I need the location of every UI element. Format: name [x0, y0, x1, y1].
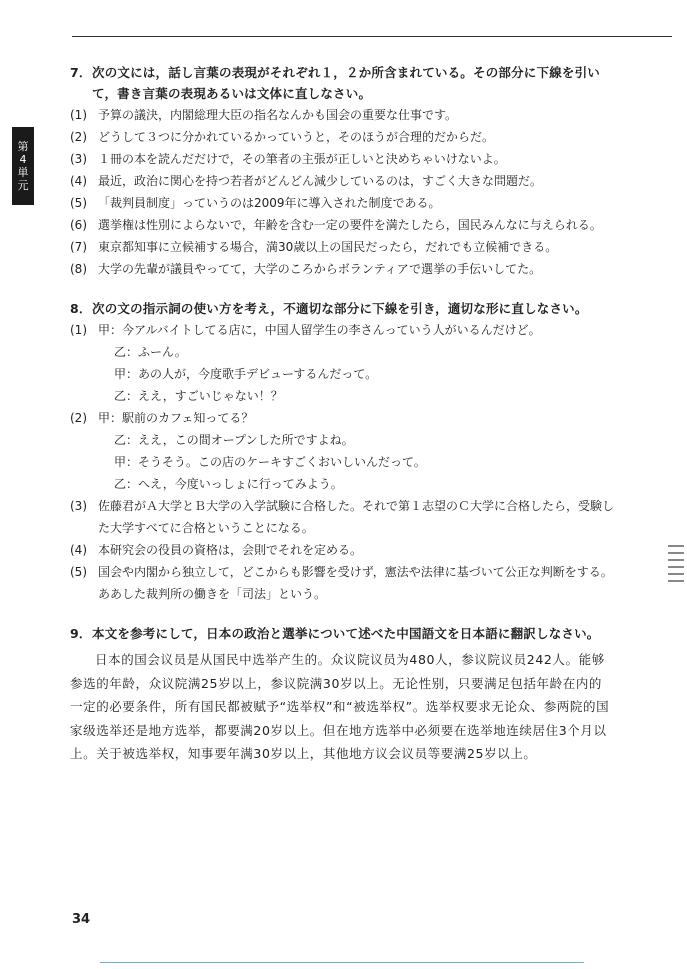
dialogue-line	[70, 407, 615, 429]
dialogue-text: 甲：駅前のカフェ知ってる？	[98, 411, 254, 425]
item-number: (4)	[70, 543, 87, 557]
question-number: 8．	[70, 301, 92, 316]
list-item	[70, 104, 615, 126]
dialogue-line	[70, 319, 615, 341]
page-number: 34	[72, 912, 91, 927]
exercise-content	[70, 62, 615, 766]
list-item	[70, 258, 615, 280]
item-number: (1)	[70, 108, 87, 122]
list-item	[70, 495, 615, 539]
list-item	[70, 214, 615, 236]
item-text: 国会や内閣から独立して，どこからも影響を受けず，憲法や法律に基づいて公正な判断をする。ああした裁判所の働きを「司法」という。	[98, 565, 613, 601]
item-number: (4)	[70, 174, 87, 188]
item-number: (1)	[70, 323, 87, 337]
dialogue-line	[70, 363, 615, 385]
dialogue-line	[70, 385, 615, 407]
dialogue-text: 甲：そうそう。この店のケーキすごくおいしいんだって。	[114, 455, 426, 469]
dialogue-line	[70, 451, 615, 473]
list-item	[70, 561, 615, 605]
list-item	[70, 126, 615, 148]
item-number: (5)	[70, 565, 87, 579]
item-number: (7)	[70, 240, 87, 254]
list-item	[70, 170, 615, 192]
item-text: 本研究会の役員の資格は，会則でそれを定める。	[98, 543, 363, 557]
bottom-rule	[100, 962, 584, 963]
list-item	[70, 236, 615, 258]
question-7-heading	[70, 62, 615, 104]
dialogue-line	[70, 341, 615, 363]
question-9-heading	[70, 623, 615, 644]
question-8-heading	[70, 298, 615, 319]
item-number: (2)	[70, 130, 87, 144]
list-item	[70, 539, 615, 561]
item-text: 選挙権は性別によらないで，年齢を含む一定の要件を満たしたら，国民みんなに与えられる。	[98, 218, 602, 232]
list-item	[70, 148, 615, 170]
item-text: 東京都知事に立候補する場合，満30歳以上の国民だったら，だれでも立候補できる。	[98, 240, 558, 254]
dialogue-text: 乙：ええ，すごいじゃない！？	[114, 389, 283, 403]
item-text: どうして３つに分かれているかっていうと，そのほうが合理的だからだ。	[98, 130, 495, 144]
list-item	[70, 192, 615, 214]
chinese-source-paragraph: 日本的国会议员是从国民中选举产生的。众议院议员为480人，参议院议员242人。能够参选的年龄，众议院满25岁以上，参议院满30岁以上。无论性别，只要满足包括年龄在内的一定的必要条件，所有国民都被赋予“选举权”和“被选举权”。选举权要求无论众、参两院的国家级选举还是地方选举，都要满20岁以上。但在地方选举中必须要在选举地连续居住3个月以上。关于被选举权，知事要年满30岁以上，其他地方议会议员等要满25岁以上。	[70, 652, 610, 761]
top-rule	[72, 36, 672, 37]
item-number: (6)	[70, 218, 87, 232]
item-text: 「裁判員制度」っていうのは2009年に導入された制度である。	[98, 196, 441, 210]
dialogue-line	[70, 429, 615, 451]
item-number: (5)	[70, 196, 87, 210]
item-number: (3)	[70, 152, 87, 166]
question-number: 7．	[70, 65, 92, 80]
question-title: 本文を参考にして，日本の政治と選挙について述べた中国語文を日本語に翻訳しなさい。	[92, 626, 600, 641]
side-tab-char: 単	[17, 166, 29, 179]
dialogue-text: 甲：今アルバイトしてる店に，中国人留学生の李さんっていう人がいるんだけど。	[98, 323, 541, 337]
dialogue-text: 甲：あの人が，今度歌手デビューするんだって。	[114, 367, 378, 381]
question-number: 9．	[70, 626, 92, 641]
item-number: (3)	[70, 499, 87, 513]
side-tab-char: 第	[17, 140, 29, 153]
item-number: (2)	[70, 411, 87, 425]
dialogue-text: 乙：へえ，今度いっしょに行ってみよう。	[114, 477, 343, 491]
dialogue-text: 乙：ふーん。	[114, 345, 187, 359]
side-tab-char: 4	[19, 153, 27, 166]
item-number: (8)	[70, 262, 87, 276]
question-title: 次の文の指示詞の使い方を考え，不適切な部分に下線を引き，適切な形に直しなさい。	[92, 301, 588, 316]
item-text: 最近，政治に関心を持つ若者がどんどん減少しているのは，すごく大きな問題だ。	[98, 174, 543, 188]
dialogue-line	[70, 473, 615, 495]
side-tab-char: 元	[17, 179, 29, 192]
margin-marks	[668, 545, 684, 630]
question-title: 次の文には，話し言葉の表現がそれぞれ１，２か所含まれている。その部分に下線を引いて，書き言葉の表現あるいは文体に直しなさい。	[92, 65, 601, 101]
item-text: １冊の本を読んだだけで，その筆者の主張が正しいと決めちゃいけないよ。	[98, 152, 506, 166]
dialogue-text: 乙：ええ，この間オープンした所ですよね。	[114, 433, 354, 447]
unit-side-tab	[12, 127, 34, 205]
item-text: 大学の先輩が議員やってて，大学のころからボランティアで選挙の手伝いしてた。	[98, 262, 542, 276]
item-text: 予算の議決，内閣総理大臣の指名なんかも国会の重要な仕事です。	[98, 108, 458, 122]
item-text: 佐藤君がＡ大学とＢ大学の入学試験に合格した。それで第１志望のＣ大学に合格したら，受験した大学すべてに合格ということになる。	[98, 499, 615, 535]
